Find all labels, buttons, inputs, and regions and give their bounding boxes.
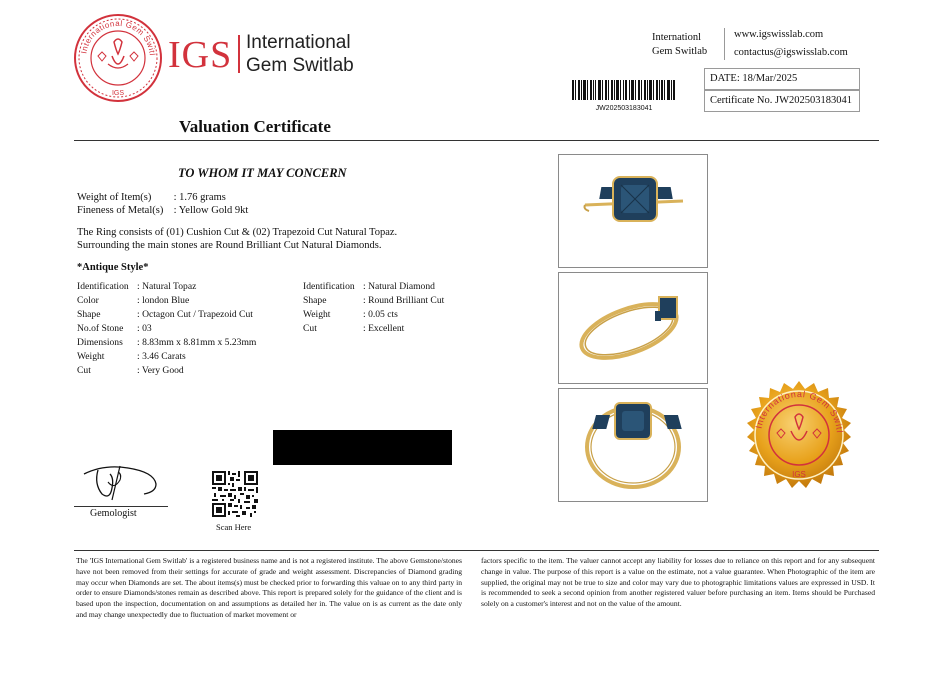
- brand-name: [246, 31, 354, 77]
- signature-label: Gemologist: [90, 508, 137, 519]
- ring-photo-side: [558, 272, 708, 384]
- gold-seal: [739, 379, 859, 499]
- ring-photo-front: [558, 388, 708, 502]
- item-description-line2: Surrounding the main stones are Round Brilliant Cut Natural Diamonds.: [77, 239, 382, 251]
- website-link[interactable]: www.igswisslab.com: [734, 29, 824, 40]
- spec-label: Dimensions: [77, 337, 123, 348]
- item-description: [77, 227, 397, 252]
- spec-row: [77, 280, 256, 294]
- spec-value: : Natural Diamond: [363, 281, 435, 292]
- spec-label: Shape: [77, 309, 101, 320]
- spec-value: : 8.83mm x 8.81mm x 5.23mm: [137, 337, 257, 348]
- spec-row: [303, 294, 444, 308]
- concern-heading: TO WHOM IT MAY CONCERN: [178, 166, 347, 180]
- item-weight-value: : 1.76 grams: [173, 192, 226, 203]
- spec-row: [77, 364, 256, 378]
- item-fineness-value: : Yellow Gold 9kt: [173, 204, 249, 216]
- item-weight-label: Weight of Item(s): [77, 192, 152, 203]
- title-rule: [74, 140, 879, 141]
- seal-ring-text: International Gem Switl: [79, 18, 157, 57]
- spec-label: No.of Stone: [77, 323, 124, 334]
- brand-divider: [238, 35, 240, 73]
- seal-center-text: IGS: [111, 90, 125, 97]
- qr-label: Scan Here: [216, 522, 252, 532]
- spec-row: [77, 322, 256, 336]
- item-info: [77, 192, 248, 217]
- org-name-line2: Gem Switlab: [652, 46, 708, 57]
- footer-disclaimer-right: factors specific to the item. The valuer cannot accept any liability for losses due to reliance on this report and for any subsequent change in value. The purpose of this report is a value on the estimate, not a value guarantee. When Photographic of the item are supplied, the original may not be true to size and color may vary due to photographic limitations values are expressed in USD. It is recommended to seek a second opinion from another registered valuer before purchasing an item. Items should be Purchased solely on a customer's interest and not on the value of the amount.: [481, 556, 875, 609]
- spec-value: : 03: [137, 323, 152, 334]
- spec-row: [303, 308, 444, 322]
- spec-value: : london Blue: [137, 295, 190, 306]
- redaction-block: [273, 430, 452, 465]
- spec-label: Cut: [303, 323, 317, 334]
- org-name: [652, 31, 707, 59]
- spec-label: Color: [77, 295, 99, 306]
- gold-seal-icon: [739, 379, 859, 499]
- contact-block: [734, 28, 848, 60]
- gemologist-signature: [80, 462, 170, 504]
- qr-code[interactable]: [212, 471, 258, 517]
- gold-seal-center-text: IGS: [792, 470, 806, 479]
- item-fineness-row: [77, 205, 248, 218]
- stone2-specs: [303, 280, 444, 336]
- ring-top-view-icon: [559, 155, 707, 267]
- spec-row: [77, 350, 256, 364]
- footer-rule: [74, 550, 879, 551]
- email-link[interactable]: contactus@igswisslab.com: [734, 47, 848, 58]
- stone1-specs: [77, 280, 256, 378]
- signature-rule: [74, 506, 168, 507]
- spec-label: Shape: [303, 295, 327, 306]
- item-weight-row: [77, 192, 248, 205]
- header-vertical-divider: [724, 28, 725, 60]
- certificate-number-box: [704, 90, 860, 112]
- date-box: [704, 68, 860, 90]
- spec-label: Cut: [77, 365, 91, 376]
- ring-side-view-icon: [559, 273, 707, 383]
- certificate-date: DATE: 18/Mar/2025: [710, 73, 798, 84]
- spec-value: : Excellent: [363, 323, 405, 334]
- spec-label: Weight: [77, 351, 105, 362]
- barcode: [572, 80, 676, 112]
- brand-name-line2: Gem Switlab: [246, 55, 354, 76]
- item-fineness-label: Fineness of Metal(s): [77, 204, 164, 216]
- spec-row: [77, 336, 256, 350]
- spec-value: : Very Good: [137, 365, 184, 376]
- ring-photo-top: [558, 154, 708, 268]
- spec-row: [77, 294, 256, 308]
- spec-row: [77, 308, 256, 322]
- qr-code-icon: [212, 471, 258, 517]
- spec-label: Weight: [303, 309, 331, 320]
- gold-seal-ring-text: International Gem Switl: [753, 388, 845, 434]
- ring-front-view-icon: [559, 389, 707, 501]
- brand-logo: [72, 12, 164, 104]
- spec-value: : 3.46 Carats: [137, 351, 186, 362]
- org-name-line1: Internationl: [652, 32, 701, 43]
- style-label: *Antique Style*: [77, 262, 149, 273]
- spec-label: Identification: [303, 281, 355, 292]
- spec-row: [303, 322, 444, 336]
- signature-icon: [80, 462, 170, 504]
- spec-value: : Round Brilliant Cut: [363, 295, 445, 306]
- brand-name-line1: International: [246, 32, 351, 53]
- barcode-number: JW202503183041: [595, 105, 653, 112]
- spec-label: Identification: [77, 281, 129, 292]
- spec-value: : 0.05 cts: [363, 309, 398, 320]
- spec-value: : Octagon Cut / Trapezoid Cut: [137, 309, 253, 320]
- barcode-icon: [572, 80, 676, 100]
- brand-abbr: IGS: [168, 34, 233, 76]
- spec-row: [303, 280, 444, 294]
- brand-seal-icon: [72, 12, 164, 104]
- item-description-line1: The Ring consists of (01) Cushion Cut & (02) Trapezoid Cut Natural Topaz.: [77, 227, 398, 238]
- page-title: Valuation Certificate: [179, 117, 331, 136]
- certificate-number: Certificate No. JW202503183041: [710, 95, 853, 106]
- spec-value: : Natural Topaz: [137, 281, 197, 292]
- footer-disclaimer-left: The 'IGS International Gem Switlab' is a registered business name and is not a registered institute. The above Gemstone/stones have not been removed from their settings for accurate of grade and weight assessment. Discrepancies of Diamond grading may occur when Diamonds are set. The about items(s) must be checked prior to forwarding this valuae on to any third party in order to ensure Diamonds/stones remain as described above. This report is prepared solely for the guidance of the client and is based upon the inspection, documentation on and assumptions as detailed her in. The value on is as current as the date only and may change unexpectedly due to fluctuation of market movement or: [76, 556, 462, 619]
